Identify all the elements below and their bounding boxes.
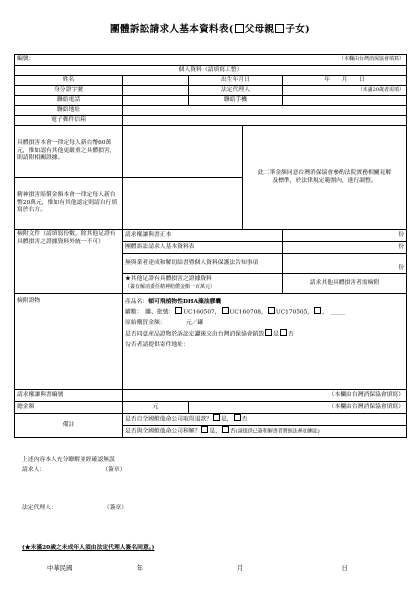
claimant-signature: 請求人： （簽章） <box>22 467 126 473</box>
attach-sub-note: （簽有解消委任精神賠償金額一百萬元） <box>125 284 216 291</box>
destroy-yes-checkbox[interactable] <box>265 329 272 336</box>
number-label: 編號： <box>17 56 35 63</box>
parent-checkbox[interactable] <box>235 24 244 33</box>
concrete-damage-text: 具體損害本會一律定每人新台幣60萬元，惟如認有其他更嚴重之具體損害，則請附相關證據。 <box>15 126 123 178</box>
attach-unit[interactable]: 份 <box>283 230 407 242</box>
date-line: 中華民國 年 月 日 <box>47 564 348 572</box>
row-number <box>15 55 407 66</box>
phone-field[interactable] <box>123 96 189 106</box>
legal-rep-label: 法定代理人 <box>189 86 283 96</box>
child-checkbox[interactable] <box>275 24 284 33</box>
attach-unit[interactable]: 份 <box>283 254 407 274</box>
product-name: 頓可飛植物性DHA藻油膠囊 <box>148 299 222 305</box>
evidence-row <box>15 294 407 390</box>
rep-signature: 法定代理人： （簽章） <box>22 505 128 511</box>
settle-no-checkbox[interactable] <box>222 426 229 433</box>
attach-row-1 <box>15 230 407 242</box>
minor-note: (★未滿20歲之未成年人須由法定代理人簽名同意。) <box>22 545 155 551</box>
lot-2-checkbox[interactable] <box>222 307 229 314</box>
total-label: 總金額 <box>15 402 123 414</box>
attach-unit: 請求其他具體損害者需檢附 <box>283 274 407 294</box>
evidence-label: 檢附證物 <box>15 294 123 390</box>
attach-item: ★其他足證有具體損害之證據資料 （簽有解消委任精神賠償金額一百萬元） <box>123 274 283 294</box>
assign-row <box>15 390 407 402</box>
name-row <box>15 76 407 86</box>
destroy-no-checkbox[interactable] <box>280 329 287 336</box>
evidence-content: 產品名：頓可飛植物性DHA藻油膠囊 罐數： 罐、批號： UC160507， UC160708， UC170505， ， _____ 原始購買金額： 元／罐 是否同意產品證物於訴訟定讞後交由台灣消保協會銷毀 是 否 勾否者請提供寄件地址： <box>123 294 407 390</box>
personal-header-row <box>15 66 407 76</box>
dob-label: 出生年月日 <box>189 76 283 86</box>
price-line: 原始購買金額： 元／罐 <box>125 320 204 327</box>
form-title: 團體訴訟請求人基本資料表( 父母親 子女) <box>110 24 310 35</box>
mental-damage-field[interactable] <box>123 178 243 230</box>
address-label: 聯絡地址 <box>15 106 123 116</box>
damage-row-1 <box>15 126 407 178</box>
dob-field[interactable]: 年 月 日 <box>283 76 407 86</box>
remarks-label: 備註 <box>15 414 123 438</box>
id-row <box>15 86 407 96</box>
attach-label: 檢附文件（請填寫份數，除其他足證有具體損害之證據資料外統一不可） <box>15 230 123 294</box>
refund-yes-checkbox[interactable] <box>213 414 220 421</box>
settle-yes-checkbox[interactable] <box>201 426 208 433</box>
phone-label: 聯絡電話 <box>15 96 123 106</box>
return-address-note: 勾否者請提供寄件地址： <box>125 341 189 348</box>
id-label: 身分證字號 <box>15 86 123 96</box>
mobile-label: 聯絡手機 <box>189 96 283 106</box>
remarks-q2: 是否與全國維他命公司和解？ 是， 否(請提供已簽和解書者將無法參加團訟) <box>123 426 407 438</box>
legal-rep-field[interactable]: （未滿20歲者需填） <box>283 86 407 96</box>
mental-damage-text: 精神損害賠償金額本會一律定每人新台幣20萬元，惟如有其他認定則請自行填寫於右方。 <box>15 178 123 230</box>
number-note: （本欄由台灣消保協會填寫） <box>339 56 405 63</box>
personal-header: 個人資料（請填寫工整） <box>15 66 407 76</box>
lot-other-checkbox[interactable] <box>314 307 321 314</box>
email-label: 電子郵件信箱 <box>15 116 123 126</box>
address-row <box>15 106 407 116</box>
address-field[interactable] <box>123 106 407 116</box>
remarks-row-1 <box>15 414 407 426</box>
mobile-field[interactable] <box>283 96 407 106</box>
email-row <box>15 116 407 126</box>
id-field[interactable] <box>123 86 189 96</box>
confirm-statement: 上述內容本人充分瞭解並經確認無誤 <box>22 457 115 463</box>
claimant-form-table <box>14 54 407 438</box>
assign-note: （本欄由台灣消保協會填寫） <box>123 390 407 402</box>
refund-no-checkbox[interactable] <box>234 414 241 421</box>
name-label: 姓名 <box>15 76 123 86</box>
attach-item: 請求權讓與書正本 <box>123 230 283 242</box>
attach-unit[interactable]: 份 <box>283 242 407 254</box>
name-field[interactable] <box>123 76 189 86</box>
damage-adjust-note: 此二筆金額同意台灣消保協會參酌法院實務相關見解及標準，於法律規定範圍內，進行調整。 <box>243 126 407 230</box>
total-note: （本欄由台灣消保協會填寫） <box>189 402 407 414</box>
lot-1-checkbox[interactable] <box>175 307 182 314</box>
total-unit[interactable]: 元 <box>123 402 189 414</box>
attach-item: 無與業者達成和解切結書暨個人資料保護法告知事項 <box>123 254 283 274</box>
remarks-q1: 是否自全國維他命公司取得退款？ 是， 否 <box>123 414 407 426</box>
total-row <box>15 402 407 414</box>
attach-item: 團體訴訟請求人基本資料表 <box>123 242 283 254</box>
lot-3-checkbox[interactable] <box>268 307 275 314</box>
phone-row <box>15 96 407 106</box>
settle-note: (請提供已簽和解書者將無法參加團訟) <box>235 428 320 435</box>
concrete-damage-field[interactable] <box>123 126 243 178</box>
email-field[interactable] <box>123 116 407 126</box>
assign-label: 請求權讓與書編號 <box>15 390 123 402</box>
